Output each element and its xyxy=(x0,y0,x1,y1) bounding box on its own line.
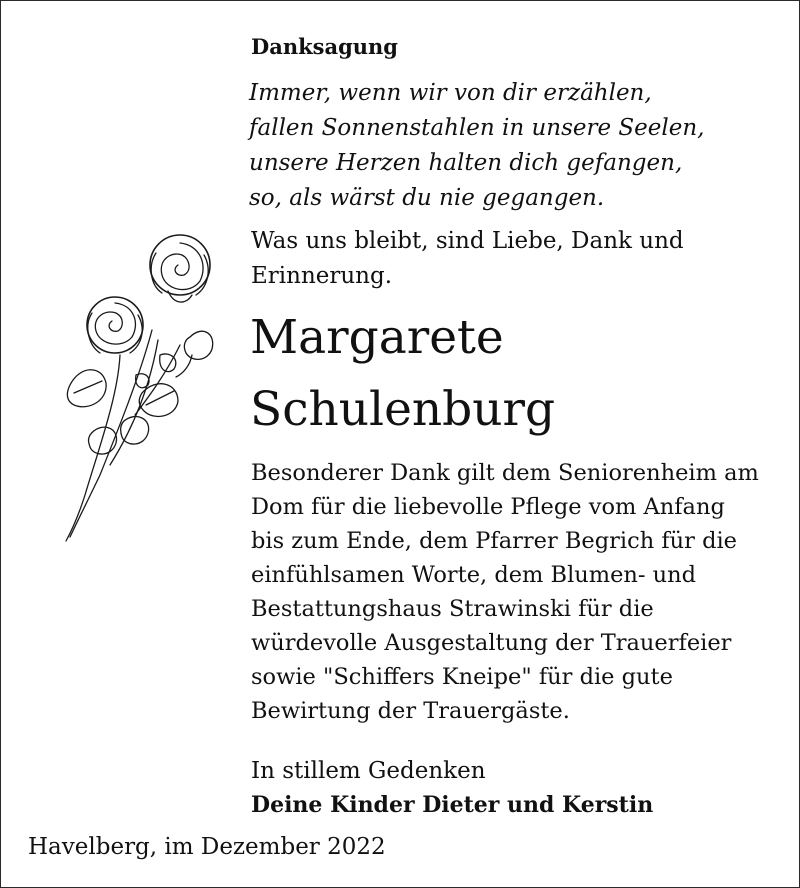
poem-line: unsere Herzen halten dich gefangen, xyxy=(249,150,683,176)
poem-line: fallen Sonnenstahlen in unsere Seelen, xyxy=(249,115,705,141)
thanks-line: Bestattungshaus Strawinski für die xyxy=(251,596,654,622)
thanks-line: einfühlsamen Worte, dem Blumen- und xyxy=(251,562,697,588)
thanks-line: Dom für die liebevolle Pflege vom Anfang xyxy=(251,494,725,520)
place-date: Havelberg, im Dezember 2022 xyxy=(28,834,386,860)
poem-line: Immer, wenn wir von dir erzählen, xyxy=(249,80,652,106)
remain-line: Was uns bleibt, sind Liebe, Dank und xyxy=(251,228,684,254)
memory-line: In stillem Gedenken xyxy=(251,758,486,784)
notice-heading: Danksagung xyxy=(251,34,398,59)
deceased-first-name: Margarete xyxy=(250,310,504,365)
poem xyxy=(249,76,705,216)
remain-text xyxy=(251,224,684,294)
thanks-line: bis zum Ende, dem Pfarrer Begrich für die xyxy=(251,528,737,554)
thanks-line: Bewirtung der Trauergäste. xyxy=(251,698,570,724)
thanks-text xyxy=(251,456,759,728)
thanks-line: sowie "Schiffers Kneipe" für die gute xyxy=(251,664,673,690)
poem-line: so, als wärst du nie gegangen. xyxy=(249,185,605,211)
roses-illustration-icon xyxy=(40,225,230,545)
remain-line: Erinnerung. xyxy=(251,263,393,289)
thanks-line: würdevolle Ausgestaltung der Trauerfeier xyxy=(251,630,732,656)
thanks-line: Besonderer Dank gilt dem Seniorenheim am xyxy=(251,460,759,486)
deceased-last-name: Schulenburg xyxy=(250,382,556,437)
family-signature: Deine Kinder Dieter und Kerstin xyxy=(251,792,654,818)
